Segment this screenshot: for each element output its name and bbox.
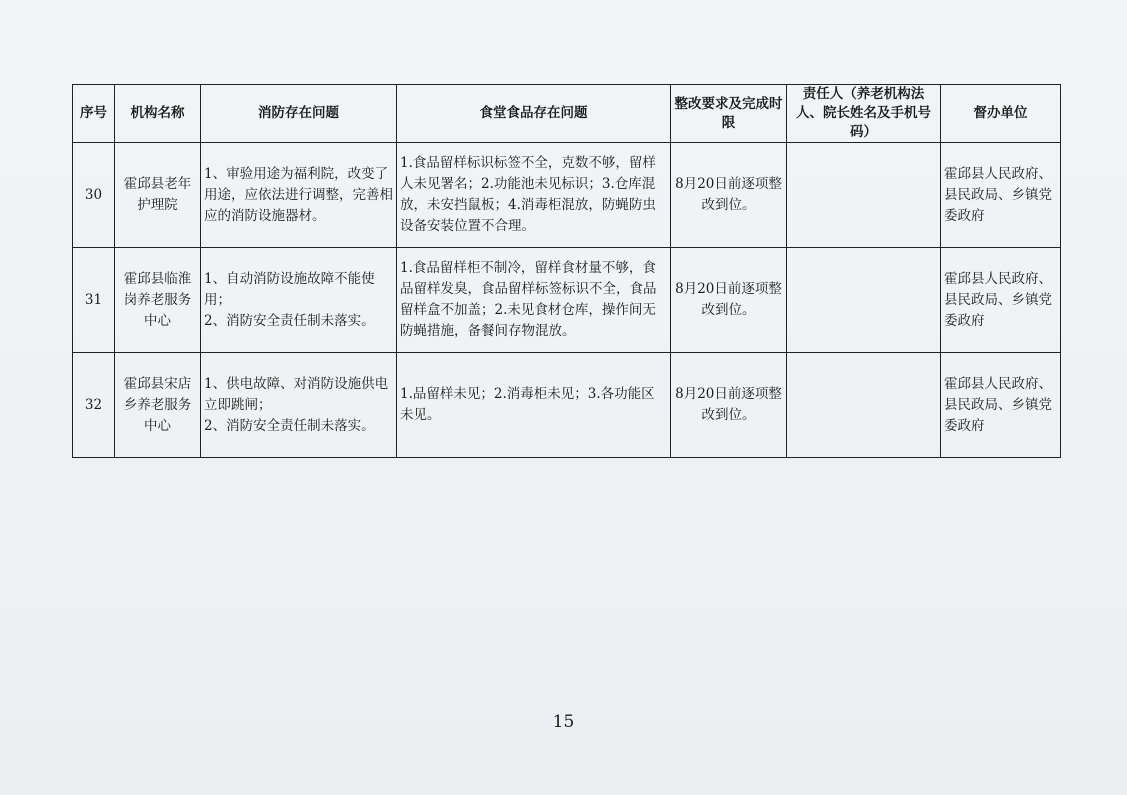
- table-row: [73, 248, 1061, 353]
- row-no: 30: [73, 143, 115, 248]
- header-deadline: 整改要求及完成时限: [671, 85, 787, 143]
- rectification-table: [72, 84, 1061, 458]
- header-fire: 消防存在问题: [201, 85, 397, 143]
- row-person: [787, 143, 941, 248]
- row-supervisor: 霍邱县人民政府、县民政局、乡镇党委政府: [941, 353, 1061, 458]
- row-person: [787, 353, 941, 458]
- row-no: 31: [73, 248, 115, 353]
- header-row: [73, 85, 1061, 143]
- row-deadline: 8月20日前逐项整改到位。: [671, 353, 787, 458]
- row-name: 霍邱县宋店乡养老服务中心: [115, 353, 201, 458]
- row-person: [787, 248, 941, 353]
- row-fire: 1、自动消防设施故障不能使用； 2、消防安全责任制未落实。: [201, 248, 397, 353]
- row-deadline: 8月20日前逐项整改到位。: [671, 248, 787, 353]
- page-number: 15: [552, 712, 575, 732]
- header-name: 机构名称: [115, 85, 201, 143]
- header-supervisor: 督办单位: [941, 85, 1061, 143]
- header-no: 序号: [73, 85, 115, 143]
- row-supervisor: 霍邱县人民政府、县民政局、乡镇党委政府: [941, 248, 1061, 353]
- row-food: 1.食品留样标识标签不全，克数不够，留样人未见署名；2.功能池未见标识；3.仓库混放，未安挡鼠板；4.消毒柜混放，防蝇防虫设备安装位置不合理。: [397, 143, 671, 248]
- row-name: 霍邱县老年护理院: [115, 143, 201, 248]
- row-name: 霍邱县临淮岗养老服务中心: [115, 248, 201, 353]
- header-person: 责任人（养老机构法人、院长姓名及手机号码）: [787, 85, 941, 143]
- table-row: [73, 143, 1061, 248]
- row-supervisor: 霍邱县人民政府、县民政局、乡镇党委政府: [941, 143, 1061, 248]
- row-fire: 1、供电故障、对消防设施供电立即跳闸； 2、消防安全责任制未落实。: [201, 353, 397, 458]
- header-food: 食堂食品存在问题: [397, 85, 671, 143]
- row-deadline: 8月20日前逐项整改到位。: [671, 143, 787, 248]
- row-food: 1.食品留样柜不制冷，留样食材量不够，食品留样发臭，食品留样标签标识不全，食品留样盒不加盖；2.未见食材仓库，操作间无防蝇措施，备餐间存物混放。: [397, 248, 671, 353]
- row-food: 1.品留样未见；2.消毒柜未见；3.各功能区未见。: [397, 353, 671, 458]
- row-fire: 1、审验用途为福利院，改变了用途，应依法进行调整，完善相应的消防设施器材。: [201, 143, 397, 248]
- table-row: [73, 353, 1061, 458]
- row-no: 32: [73, 353, 115, 458]
